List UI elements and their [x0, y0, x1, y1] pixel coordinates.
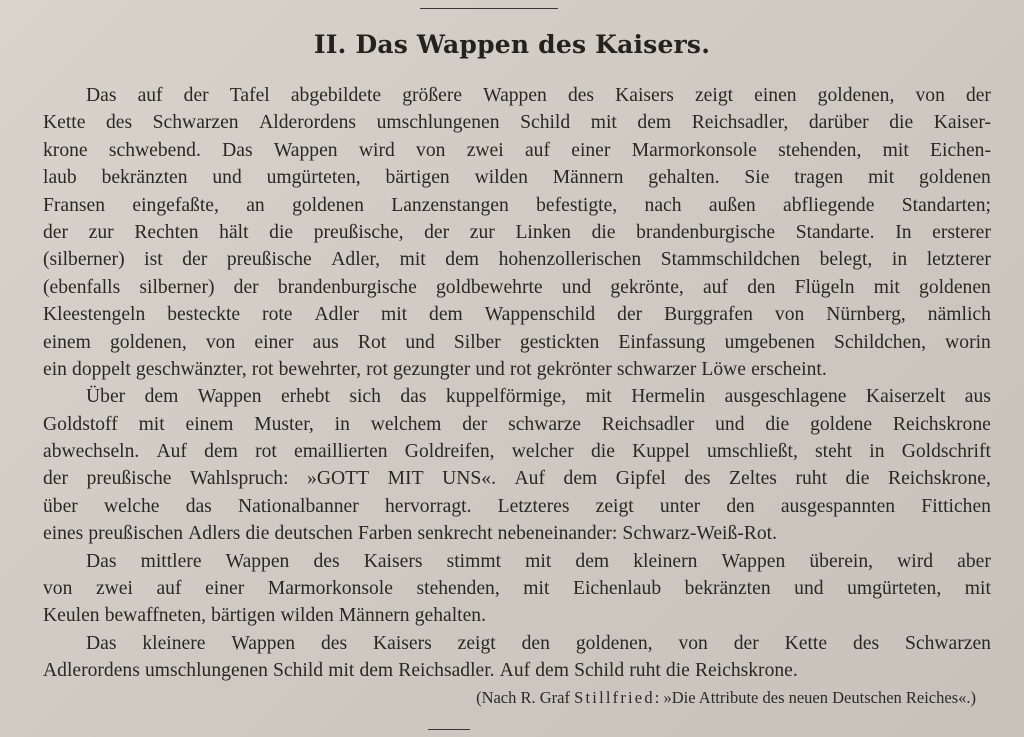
word: Wappen — [273, 139, 338, 161]
word: Alderordens — [259, 112, 357, 134]
text-line — [43, 82, 991, 109]
word: krone — [43, 139, 88, 161]
word: nach — [644, 194, 682, 216]
word: auf — [702, 276, 729, 298]
word: stehenden, — [778, 139, 862, 161]
word: und — [405, 331, 435, 353]
word: und — [715, 413, 745, 435]
word: Gipfel — [615, 468, 666, 490]
word: Farben — [357, 523, 413, 545]
word: schwebend. — [108, 139, 201, 161]
text-line — [43, 465, 991, 492]
word: letzterer — [926, 249, 991, 271]
word: Goldreifen, — [404, 441, 495, 463]
word: zwei — [466, 139, 504, 161]
word: Reichsadler. — [398, 660, 495, 682]
word: mit — [380, 304, 408, 326]
word: Burggrafen — [664, 304, 753, 326]
word: abfliegende — [783, 194, 875, 216]
word: Silber — [453, 331, 501, 353]
word: und — [475, 358, 505, 380]
word: mit — [964, 578, 991, 600]
top-rule — [420, 8, 558, 9]
word: Sie — [744, 167, 770, 189]
word: sich — [349, 386, 381, 408]
word: Kaisers — [373, 632, 432, 654]
text-line — [43, 602, 991, 629]
word: Reichsadler, — [691, 112, 789, 134]
word: der — [965, 85, 991, 106]
word: goldenen — [919, 167, 991, 189]
word: goldenen — [919, 276, 991, 298]
word: abgebildete — [290, 85, 382, 106]
word: eingefaßte, — [132, 194, 219, 216]
word: tragen — [794, 167, 844, 189]
word: Lanzenstangen — [391, 194, 509, 216]
word: Einfassung — [618, 331, 706, 353]
word: umschlungenen — [144, 660, 268, 682]
word: mit — [882, 139, 909, 161]
word: stehenden, — [416, 578, 500, 600]
word: in — [334, 413, 350, 435]
word: Kaiser- — [933, 112, 991, 134]
word: an — [246, 194, 265, 216]
word: Reichsadler — [601, 413, 695, 435]
word: dem — [563, 468, 598, 490]
word: Marmorkonsole — [267, 578, 393, 600]
word: mit — [328, 660, 355, 682]
word: Kuppel — [632, 441, 690, 463]
word: preußische — [86, 468, 172, 490]
word: Standarten; — [901, 194, 991, 216]
word: dem — [204, 441, 238, 463]
word: auf — [156, 578, 182, 600]
word: ist — [144, 249, 163, 271]
word: Auf — [514, 468, 545, 490]
word: preußische — [226, 249, 312, 271]
word: brandenburgische — [636, 221, 776, 243]
word: auf — [137, 85, 163, 106]
word: Das — [86, 85, 117, 106]
word: darüber — [808, 112, 869, 134]
section-heading: II. Das Wappen des Kaisers. — [313, 30, 711, 59]
word: Kette — [43, 112, 86, 134]
word: mit — [590, 112, 617, 134]
word: steht — [815, 441, 853, 463]
word: geschwänzter, — [135, 358, 247, 380]
word: Schwarz-Weiß-Rot. — [622, 523, 777, 545]
word: einer — [571, 139, 611, 161]
word: Adler, — [331, 249, 381, 271]
source-citation — [296, 688, 976, 708]
word: Wappen — [483, 85, 547, 106]
word: Nürnberg, — [826, 304, 906, 326]
word: MIT — [387, 468, 424, 490]
word: und — [794, 578, 824, 600]
word: das — [400, 386, 427, 408]
word: der — [424, 221, 450, 243]
word: emaillierten — [294, 441, 388, 463]
word: Reichskrone, — [888, 468, 991, 490]
word: bewaffneten, — [104, 605, 207, 627]
word: Wappen — [197, 386, 262, 408]
word: befestigte, — [536, 194, 618, 216]
word: gekrönte, — [610, 276, 684, 298]
word: Standarte. — [795, 221, 875, 243]
word: mit — [399, 249, 426, 271]
word: gehalten. — [414, 605, 486, 627]
word: Eichenlaub — [572, 578, 662, 600]
word: Goldstoff — [43, 413, 118, 435]
word: bewehrter, — [278, 358, 362, 380]
word: dem — [144, 386, 179, 408]
word: Das — [222, 139, 253, 161]
word: goldbewehrte — [435, 276, 543, 298]
word: von — [774, 304, 805, 326]
word: der — [183, 85, 209, 106]
word: ein — [43, 358, 67, 380]
word: der — [182, 249, 208, 271]
word: dem — [445, 249, 480, 271]
word: Reichskrone — [892, 413, 991, 435]
text-line — [43, 575, 991, 602]
word: das — [185, 495, 212, 517]
word: den — [726, 495, 755, 517]
word: einen — [754, 85, 797, 106]
word: gehalten. — [648, 167, 720, 189]
word: UNS«. — [442, 468, 496, 490]
word: Schild — [574, 660, 625, 682]
word: einer — [254, 331, 294, 353]
word: gezungter — [393, 358, 471, 380]
text-line — [43, 383, 991, 410]
word: zeigt — [694, 85, 734, 106]
word: dem — [535, 660, 569, 682]
word: erscheint. — [751, 358, 827, 380]
text-line — [43, 164, 991, 191]
word: rot — [366, 358, 388, 380]
word: kleinern — [633, 550, 698, 572]
word: Kaisers — [363, 550, 423, 572]
word: Auf — [499, 660, 531, 682]
word: wird — [897, 550, 934, 572]
text-line — [43, 548, 991, 575]
word: ruht — [629, 660, 661, 682]
word: Männern — [338, 605, 410, 627]
word: aus — [312, 331, 339, 353]
word: dem — [575, 550, 610, 572]
word: die — [765, 413, 790, 435]
word: Über — [86, 386, 126, 408]
word: aus — [964, 386, 991, 408]
word: preußischen — [88, 523, 184, 545]
word: mit — [525, 550, 552, 572]
word: umgürteten, — [847, 578, 942, 600]
citation-suffix: : »Die Attribute des neuen Deutschen Reiches«.) — [654, 688, 976, 707]
text-line — [43, 219, 991, 246]
word: von — [43, 578, 73, 600]
text-line — [43, 109, 991, 136]
word: größere — [402, 85, 463, 106]
word: erhebt — [280, 386, 330, 408]
word: die — [591, 221, 616, 243]
word: rote — [262, 304, 293, 326]
text-line — [43, 657, 991, 684]
word: einer — [205, 578, 245, 600]
word: Kette — [784, 632, 828, 654]
word: des — [567, 85, 595, 106]
word: Männern — [552, 167, 624, 189]
word: der — [462, 413, 488, 435]
word: einem — [185, 413, 234, 435]
word: Kleestengeln — [43, 304, 146, 326]
word: umschlungenen — [376, 112, 500, 134]
word: Letzteres — [497, 495, 570, 517]
text-line — [43, 411, 991, 438]
text-line — [43, 246, 991, 273]
word: von — [678, 632, 708, 654]
word: rot — [251, 358, 274, 380]
word: dem — [429, 304, 463, 326]
word: bekränzten — [101, 167, 188, 189]
word: und — [561, 276, 592, 298]
word: der — [43, 221, 69, 243]
word: Goldschrift — [901, 441, 991, 463]
word: wilden — [280, 605, 334, 627]
word: bekränzten — [684, 578, 771, 600]
word: in — [869, 441, 885, 463]
body-text — [43, 82, 991, 685]
word: worin — [945, 331, 991, 353]
word: rot — [255, 441, 277, 463]
word: Adlerordens — [43, 660, 140, 682]
word: überein, — [809, 550, 874, 572]
word: hält — [219, 221, 249, 243]
bottom-rule — [428, 729, 470, 730]
word: Wappen — [721, 550, 786, 572]
word: In — [895, 221, 912, 243]
word: Fittichen — [921, 495, 991, 517]
word: hohenzollerischen — [498, 249, 642, 271]
word: belegt, — [819, 249, 873, 271]
word: zwei — [95, 578, 133, 600]
text-line — [43, 356, 991, 383]
word: Nationalbanner — [238, 495, 359, 517]
word: laub — [43, 167, 77, 189]
word: ausgespannten — [780, 495, 896, 517]
word: bärtigen — [385, 167, 450, 189]
word: ruht — [795, 468, 828, 490]
text-line — [43, 137, 991, 164]
word: schwarze — [508, 413, 581, 435]
word: dem — [637, 112, 672, 134]
text-line — [43, 520, 991, 547]
word: die — [269, 221, 294, 243]
word: Das — [86, 550, 117, 572]
word: kleinere — [142, 632, 206, 654]
word: wird — [358, 139, 395, 161]
word: Wappen — [225, 550, 290, 572]
word: Adlers — [188, 523, 241, 545]
text-line — [43, 329, 991, 356]
word: von — [416, 139, 446, 161]
word: Rot — [357, 331, 387, 353]
word: senkrecht — [417, 523, 493, 545]
word: Reichskrone. — [694, 660, 798, 682]
word: Hermelin — [631, 386, 706, 408]
word: Wahlspruch: — [189, 468, 289, 490]
word: schwarzer — [616, 358, 697, 380]
word: mittlere — [140, 550, 202, 572]
word: Zeltes — [729, 468, 777, 490]
word: Schild — [273, 660, 324, 682]
word: den — [521, 632, 550, 654]
word: Löwe — [701, 358, 746, 380]
text-line — [43, 493, 991, 520]
word: gekrönter — [536, 358, 612, 380]
word: Stammschildchen — [660, 249, 800, 271]
word: unter — [659, 495, 701, 517]
word: umgürteten, — [266, 167, 361, 189]
word: besteckte — [167, 304, 241, 326]
word: Schwarzen — [904, 632, 991, 654]
word: über — [43, 495, 78, 517]
word: Rechten — [134, 221, 199, 243]
word: mit — [868, 167, 895, 189]
word: die — [665, 660, 690, 682]
word: der — [43, 468, 69, 490]
word: stimmt — [446, 550, 502, 572]
word: goldenen, — [110, 331, 187, 353]
word: Keulen — [43, 605, 100, 627]
word: zeigt — [457, 632, 496, 654]
word: goldenen — [292, 194, 364, 216]
word: mit — [873, 276, 900, 298]
word: zeigt — [595, 495, 634, 517]
word: brandenburgische — [277, 276, 417, 298]
word: Das — [86, 632, 117, 654]
text-line — [43, 192, 991, 219]
word: von — [915, 85, 945, 106]
word: der — [617, 304, 643, 326]
word: doppelt — [72, 358, 131, 380]
word: mit — [523, 578, 550, 600]
word: Schildchen, — [834, 331, 926, 353]
text-line — [43, 301, 991, 328]
word: des — [852, 632, 880, 654]
word: silberner) — [139, 276, 215, 298]
citation-prefix: (Nach R. Graf — [476, 688, 575, 707]
word: eines — [43, 523, 84, 545]
word: einem — [43, 331, 91, 353]
word: welchem — [370, 413, 442, 435]
word: ersterer — [932, 221, 991, 243]
word: ausgeschlagene — [724, 386, 847, 408]
word: die — [590, 441, 615, 463]
word: Schwarzen — [152, 112, 239, 134]
word: rot — [509, 358, 532, 380]
word: goldene — [810, 413, 873, 435]
word: dem — [359, 660, 394, 682]
word: umgebenen — [724, 331, 815, 353]
word: nebeneinander: — [497, 523, 618, 545]
word: die — [245, 523, 270, 545]
word: Flügeln — [794, 276, 855, 298]
word: Linken — [515, 221, 571, 243]
word: Wappenschild — [484, 304, 596, 326]
text-line — [43, 630, 991, 657]
word: aber — [957, 550, 991, 572]
word: und — [212, 167, 242, 189]
text-line — [43, 438, 991, 465]
word: Tafel — [229, 85, 270, 106]
word: Schild — [520, 112, 571, 134]
text-line — [43, 274, 991, 301]
word: in — [891, 249, 908, 271]
word: goldenen, — [817, 85, 895, 106]
word: von — [205, 331, 236, 353]
word: mit — [585, 386, 612, 408]
word: nämlich — [927, 304, 991, 326]
word: wilden — [474, 167, 528, 189]
citation-author: Stillfried — [574, 688, 655, 707]
word: Adler — [314, 304, 360, 326]
word: umschließt, — [706, 441, 798, 463]
word: Wappen — [231, 632, 296, 654]
word: des — [105, 112, 133, 134]
word: Marmorkonsole — [631, 139, 757, 161]
word: auf — [524, 139, 550, 161]
word: des — [320, 632, 348, 654]
word: zur — [469, 221, 495, 243]
word: des — [684, 468, 711, 490]
word: der — [233, 276, 259, 298]
word: des — [313, 550, 340, 572]
word: »GOTT — [307, 468, 370, 490]
word: mit — [138, 413, 165, 435]
word: Fransen — [43, 194, 106, 216]
word: Muster, — [254, 413, 314, 435]
word: goldenen, — [575, 632, 653, 654]
word: (ebenfalls — [43, 276, 121, 298]
word: preußische, — [313, 221, 404, 243]
word: Kaiserzelt — [865, 386, 946, 408]
word: Auf — [156, 441, 187, 463]
word: den — [747, 276, 776, 298]
word: zur — [88, 221, 114, 243]
word: hervorragt. — [384, 495, 472, 517]
word: kuppelförmige, — [445, 386, 567, 408]
word: die — [889, 112, 914, 134]
word: der — [733, 632, 759, 654]
word: welcher — [511, 441, 574, 463]
word: Kaisers — [615, 85, 674, 106]
word: gestickten — [519, 331, 600, 353]
word: (silberner) — [43, 249, 125, 271]
word: abwechseln. — [43, 441, 140, 463]
word: die — [845, 468, 870, 490]
word: Eichen- — [930, 139, 991, 161]
word: bärtigen — [211, 605, 276, 627]
word: welche — [104, 495, 160, 517]
word: außen — [708, 194, 756, 216]
word: deutschen — [274, 523, 353, 545]
